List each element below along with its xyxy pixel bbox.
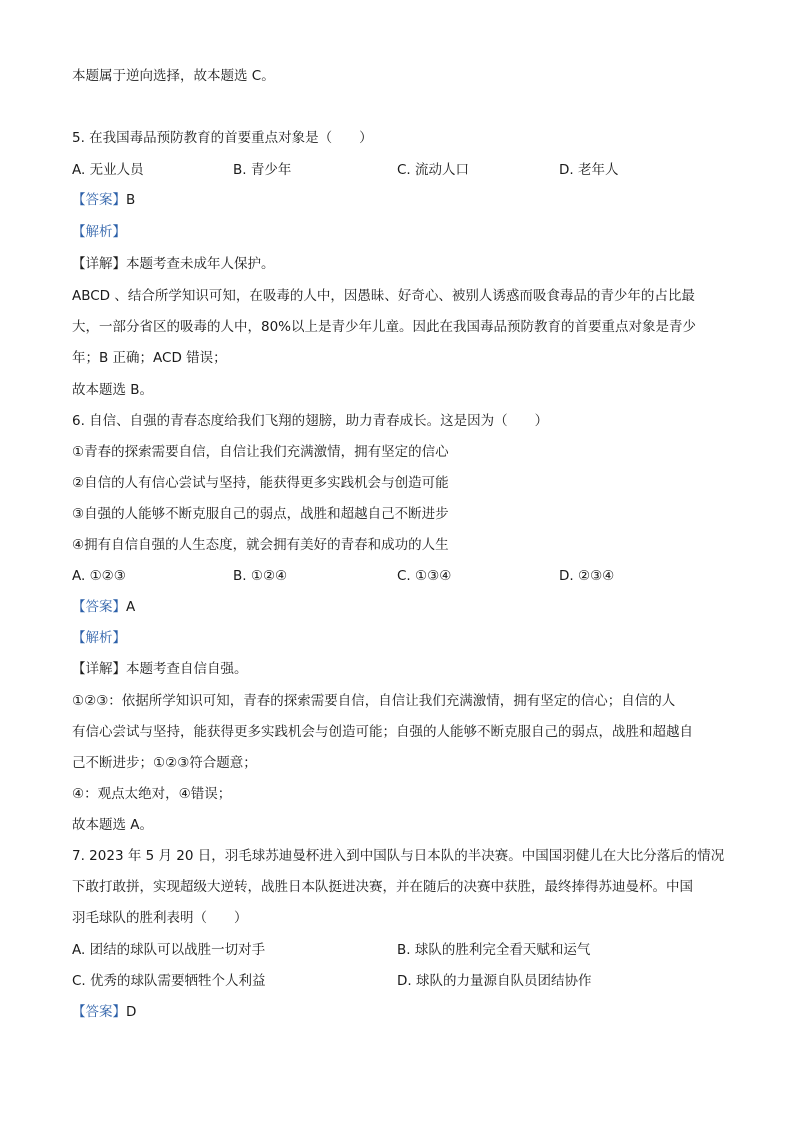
q5-option-b: B. 青少年 xyxy=(233,162,292,178)
q5-stem: 5. 在我国毒品预防教育的首要重点对象是（ ） xyxy=(72,130,373,146)
q6-detail-line: ④：观点太绝对，④错误； xyxy=(72,786,232,802)
q7-stem-line: 羽毛球队的胜利表明（ ） xyxy=(72,910,248,926)
q5-option-a: A. 无业人员 xyxy=(72,162,144,178)
q6-detail-line: ①②③：依据所学知识可知，青春的探索需要自信，自信让我们充满激情，拥有坚定的信心；自信的人 xyxy=(72,693,676,709)
answer-tag: 【答案】 xyxy=(72,1004,126,1020)
q7-option-d: D. 球队的力量源自队员团结协作 xyxy=(397,973,592,989)
detail-tag: 【详解】 xyxy=(72,661,126,677)
q5-detail-line: 年；B 正确；ACD 错误； xyxy=(72,350,227,366)
detail-tag: 【详解】 xyxy=(72,256,126,272)
q6-statement-1: ①青春的探索需要自信，自信让我们充满激情，拥有坚定的信心 xyxy=(72,444,449,460)
q6-option-b: B. ①②④ xyxy=(233,568,288,584)
q7-answer xyxy=(72,1002,136,1022)
q5-detail-line: ABCD 、结合所学知识可知，在吸毒的人中，因愚昧、好奇心、被别人诱惑而吸食毒品的青少年的占比最 xyxy=(72,288,695,304)
q7-stem-line: 下敢打敢拼，实现超级大逆转，战胜日本队挺进决赛，并在随后的决赛中获胜，最终捧得苏迪曼杯。中国 xyxy=(72,879,693,895)
q6-conclusion: 故本题选 A。 xyxy=(72,817,154,833)
q6-statement-4: ④拥有自信自强的人生态度，就会拥有美好的青春和成功的人生 xyxy=(72,537,449,553)
answer-value: D xyxy=(126,1004,137,1020)
detail-title-text: 本题考查未成年人保护。 xyxy=(126,256,275,272)
q5-detail-line: 大，一部分省区的吸毒的人中，80%以上是青少年儿童。因此在我国毒品预防教育的首要重点对象是青少 xyxy=(72,319,697,335)
q5-analysis-tag: 【解析】 xyxy=(72,224,126,240)
detail-title-text: 本题考查自信自强。 xyxy=(126,661,248,677)
q6-detail-line: 己不断进步；①②③符合题意； xyxy=(72,755,257,771)
q6-analysis-tag: 【解析】 xyxy=(72,630,126,646)
q5-option-c: C. 流动人口 xyxy=(397,162,470,178)
q6-stem: 6. 自信、自强的青春态度给我们飞翔的翅膀，助力青春成长。这是因为（ ） xyxy=(72,413,549,429)
q5-answer xyxy=(72,190,135,210)
answer-tag: 【答案】 xyxy=(72,599,126,615)
q6-statement-3: ③自强的人能够不断克服自己的弱点，战胜和超越自己不断进步 xyxy=(72,506,449,522)
answer-value: A xyxy=(126,599,136,615)
q6-option-d: D. ②③④ xyxy=(559,568,615,584)
q6-option-c: C. ①③④ xyxy=(397,568,452,584)
q7-option-c: C. 优秀的球队需要牺牲个人利益 xyxy=(72,973,266,989)
q6-detail-line: 有信心尝试与坚持，能获得更多实践机会与创造可能；自强的人能够不断克服自己的弱点，战胜和超越自 xyxy=(72,724,693,740)
q7-option-b: B. 球队的胜利完全看天赋和运气 xyxy=(397,942,591,958)
answer-tag: 【答案】 xyxy=(72,192,126,208)
q5-detail-title xyxy=(72,254,275,274)
q6-statement-2: ②自信的人有信心尝试与坚持，能获得更多实践机会与创造可能 xyxy=(72,475,449,491)
q7-option-a: A. 团结的球队可以战胜一切对手 xyxy=(72,942,266,958)
q5-conclusion: 故本题选 B。 xyxy=(72,382,154,398)
answer-value: B xyxy=(126,192,136,208)
q4-conclusion: 本题属于逆向选择，故本题选 C。 xyxy=(72,68,275,84)
q6-detail-title xyxy=(72,659,248,679)
q5-option-d: D. 老年人 xyxy=(559,162,619,178)
q6-answer xyxy=(72,597,135,617)
q7-stem-line: 7. 2023 年 5 月 20 日，羽毛球苏迪曼杯进入到中国队与日本队的半决赛。中国国羽健儿在大比分落后的情况 xyxy=(72,848,725,864)
q6-option-a: A. ①②③ xyxy=(72,568,126,584)
